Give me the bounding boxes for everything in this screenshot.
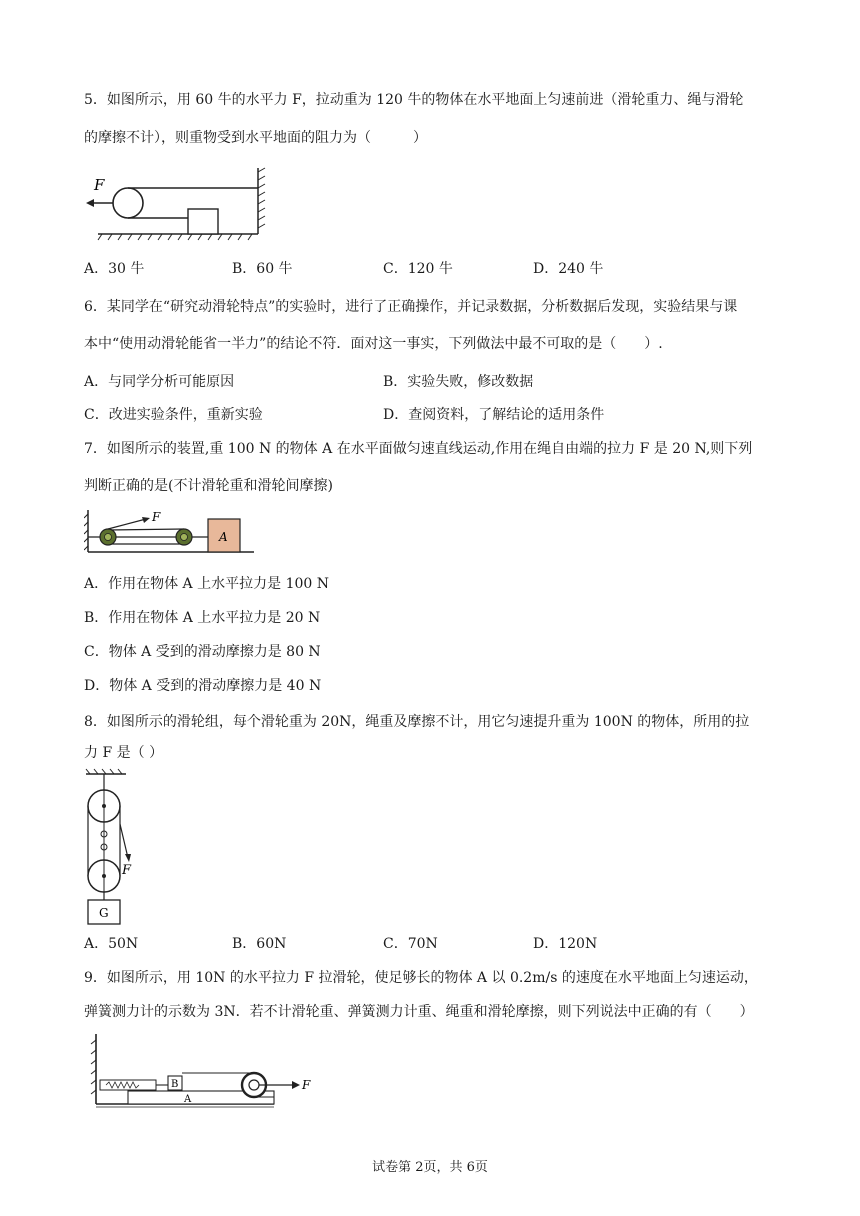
q6-stem-line1: 6．某同学在“研究动滑轮特点”的实验时，进行了正确操作，并记录数据，分析数据后发现，实验结果与课: [84, 299, 738, 315]
q8-option-d[interactable]: D．120N: [533, 936, 598, 952]
q5-stem-line1: 5．如图所示，用 60 牛的水平力 F，拉动重为 120 牛的物体在水平地面上匀速前进（滑轮重力、绳与滑轮: [84, 92, 744, 108]
q8-stem-line2: 力 F 是（ ）: [84, 745, 164, 761]
q7-fig-label-A: A: [219, 530, 228, 544]
q7-option-b[interactable]: B．作用在物体 A 上水平拉力是 20 N: [84, 610, 321, 626]
page-footer: 试卷第 2页，共 6页: [372, 1160, 488, 1175]
q5-fig-label-F: F: [94, 176, 105, 194]
q7-stem-line2: 判断正确的是(不计滑轮重和滑轮间摩擦): [84, 478, 333, 494]
q7-option-a[interactable]: A．作用在物体 A 上水平拉力是 100 N: [84, 576, 329, 592]
q7-stem-line1: 7．如图所示的装置,重 100 N 的物体 A 在水平面做匀速直线运动,作用在绳自由端的拉力 F 是 20 N,则下列: [84, 441, 753, 457]
q6-stem-line2: 本中“使用动滑轮能省一半力”的结论不符．面对这一事实，下列做法中最不可取的是（ ）.: [84, 336, 663, 352]
q7-option-d[interactable]: D．物体 A 受到的滑动摩擦力是 40 N: [84, 678, 322, 694]
q6-option-d[interactable]: D．查阅资料，了解结论的适用条件: [383, 407, 605, 423]
q8-option-b[interactable]: B．60N: [232, 936, 287, 952]
q5-figure: [84, 162, 270, 246]
q8-option-c[interactable]: C．70N: [383, 936, 438, 952]
q9-figure: [88, 1032, 318, 1110]
q7-figure: [84, 506, 256, 558]
q8-option-a[interactable]: A．50N: [84, 936, 139, 952]
pulley-icon: [113, 188, 143, 218]
q7-fig-label-F: F: [152, 510, 161, 524]
q9-stem-line2: 弹簧测力计的示数为 3N．若不计滑轮重、弹簧测力计重、绳重和滑轮摩擦，则下列说法中正确的有（ ）: [84, 1004, 754, 1020]
q8-figure: [80, 768, 142, 926]
q8-fig-label-F: F: [122, 863, 132, 878]
q9-fig-label-B: B: [171, 1079, 179, 1090]
q9-fig-label-A: A: [184, 1094, 192, 1105]
q6-option-c[interactable]: C．改进实验条件，重新实验: [84, 407, 263, 423]
q8-stem-line1: 8．如图所示的滑轮组，每个滑轮重为 20N，绳重及摩擦不计，用它匀速提升重为 100N 的物体，所用的拉: [84, 714, 750, 730]
q6-option-a[interactable]: A．与同学分析可能原因: [84, 374, 235, 390]
q8-fig-label-G: G: [99, 906, 109, 920]
block-icon: [188, 209, 218, 234]
spring-scale-icon: [100, 1080, 156, 1090]
q6-option-b[interactable]: B．实验失败，修改数据: [383, 374, 534, 390]
q5-stem-line2: 的摩擦不计），则重物受到水平地面的阻力为（ ）: [84, 130, 427, 146]
q5-option-a[interactable]: A．30 牛: [84, 261, 145, 277]
q7-option-c[interactable]: C．物体 A 受到的滑动摩擦力是 80 N: [84, 644, 321, 660]
q5-option-c[interactable]: C．120 牛: [383, 261, 453, 277]
q5-option-b[interactable]: B．60 牛: [232, 261, 293, 277]
q9-stem-line1: 9．如图所示，用 10N 的水平拉力 F 拉滑轮，使足够长的物体 A 以 0.2m/s 的速度在水平地面上匀速运动，: [84, 970, 758, 986]
q5-option-d[interactable]: D．240 牛: [533, 261, 604, 277]
q9-fig-label-F: F: [302, 1078, 311, 1092]
